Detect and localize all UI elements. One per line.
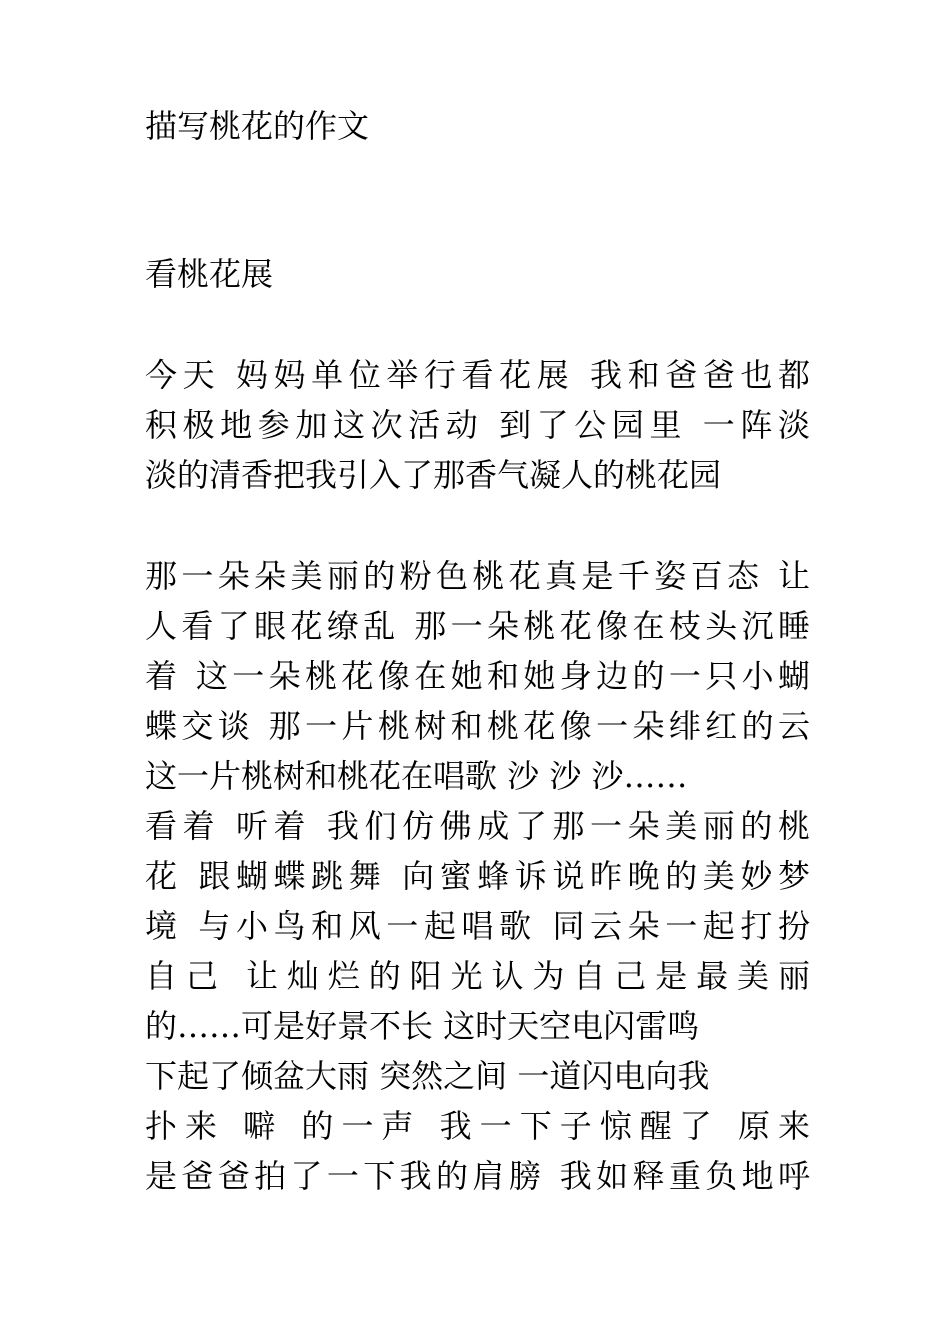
essay-title: 看桃花展: [145, 255, 274, 293]
paragraph-line: 扑来 噼 的一声 我一下子惊醒了 原来: [145, 1107, 810, 1145]
paragraph-line: 花 跟蝴蝶跳舞 向蜜蜂诉说昨晚的美妙梦: [145, 857, 810, 895]
paragraph-line: 看着 听着 我们仿佛成了那一朵美丽的桃: [145, 807, 810, 845]
document-title: 描写桃花的作文: [145, 107, 370, 145]
paragraph-line: 自己 让灿烂的阳光认为自己是最美丽: [145, 957, 810, 995]
paragraph-line: 积极地参加这次活动 到了公园里 一阵淡: [145, 406, 810, 444]
paragraph-line: 境 与小鸟和风一起唱歌 同云朵一起打扮: [145, 907, 810, 945]
paragraph-line: 是爸爸拍了一下我的肩膀 我如释重负地呼: [145, 1157, 810, 1195]
paragraph-line: 下起了倾盆大雨 突然之间 一道闪电向我: [145, 1057, 710, 1095]
paragraph-line: 今天 妈妈单位举行看花展 我和爸爸也都: [145, 356, 810, 394]
paragraph-line: 的……可是好景不长 这时天空电闪雷鸣: [145, 1007, 700, 1045]
paragraph-line: 蝶交谈 那一片桃树和桃花像一朵绯红的云: [145, 707, 810, 745]
paragraph-line: 着 这一朵桃花像在她和她身边的一只小蝴: [145, 657, 810, 695]
paragraph-line: 这一片桃树和桃花在唱歌 沙 沙 沙……: [145, 757, 688, 795]
paragraph-line: 那一朵朵美丽的粉色桃花真是千姿百态 让: [145, 557, 810, 595]
paragraph-line: 淡的清香把我引入了那香气凝人的桃花园: [145, 456, 722, 494]
paragraph-line: 人看了眼花缭乱 那一朵桃花像在枝头沉睡: [145, 607, 810, 645]
